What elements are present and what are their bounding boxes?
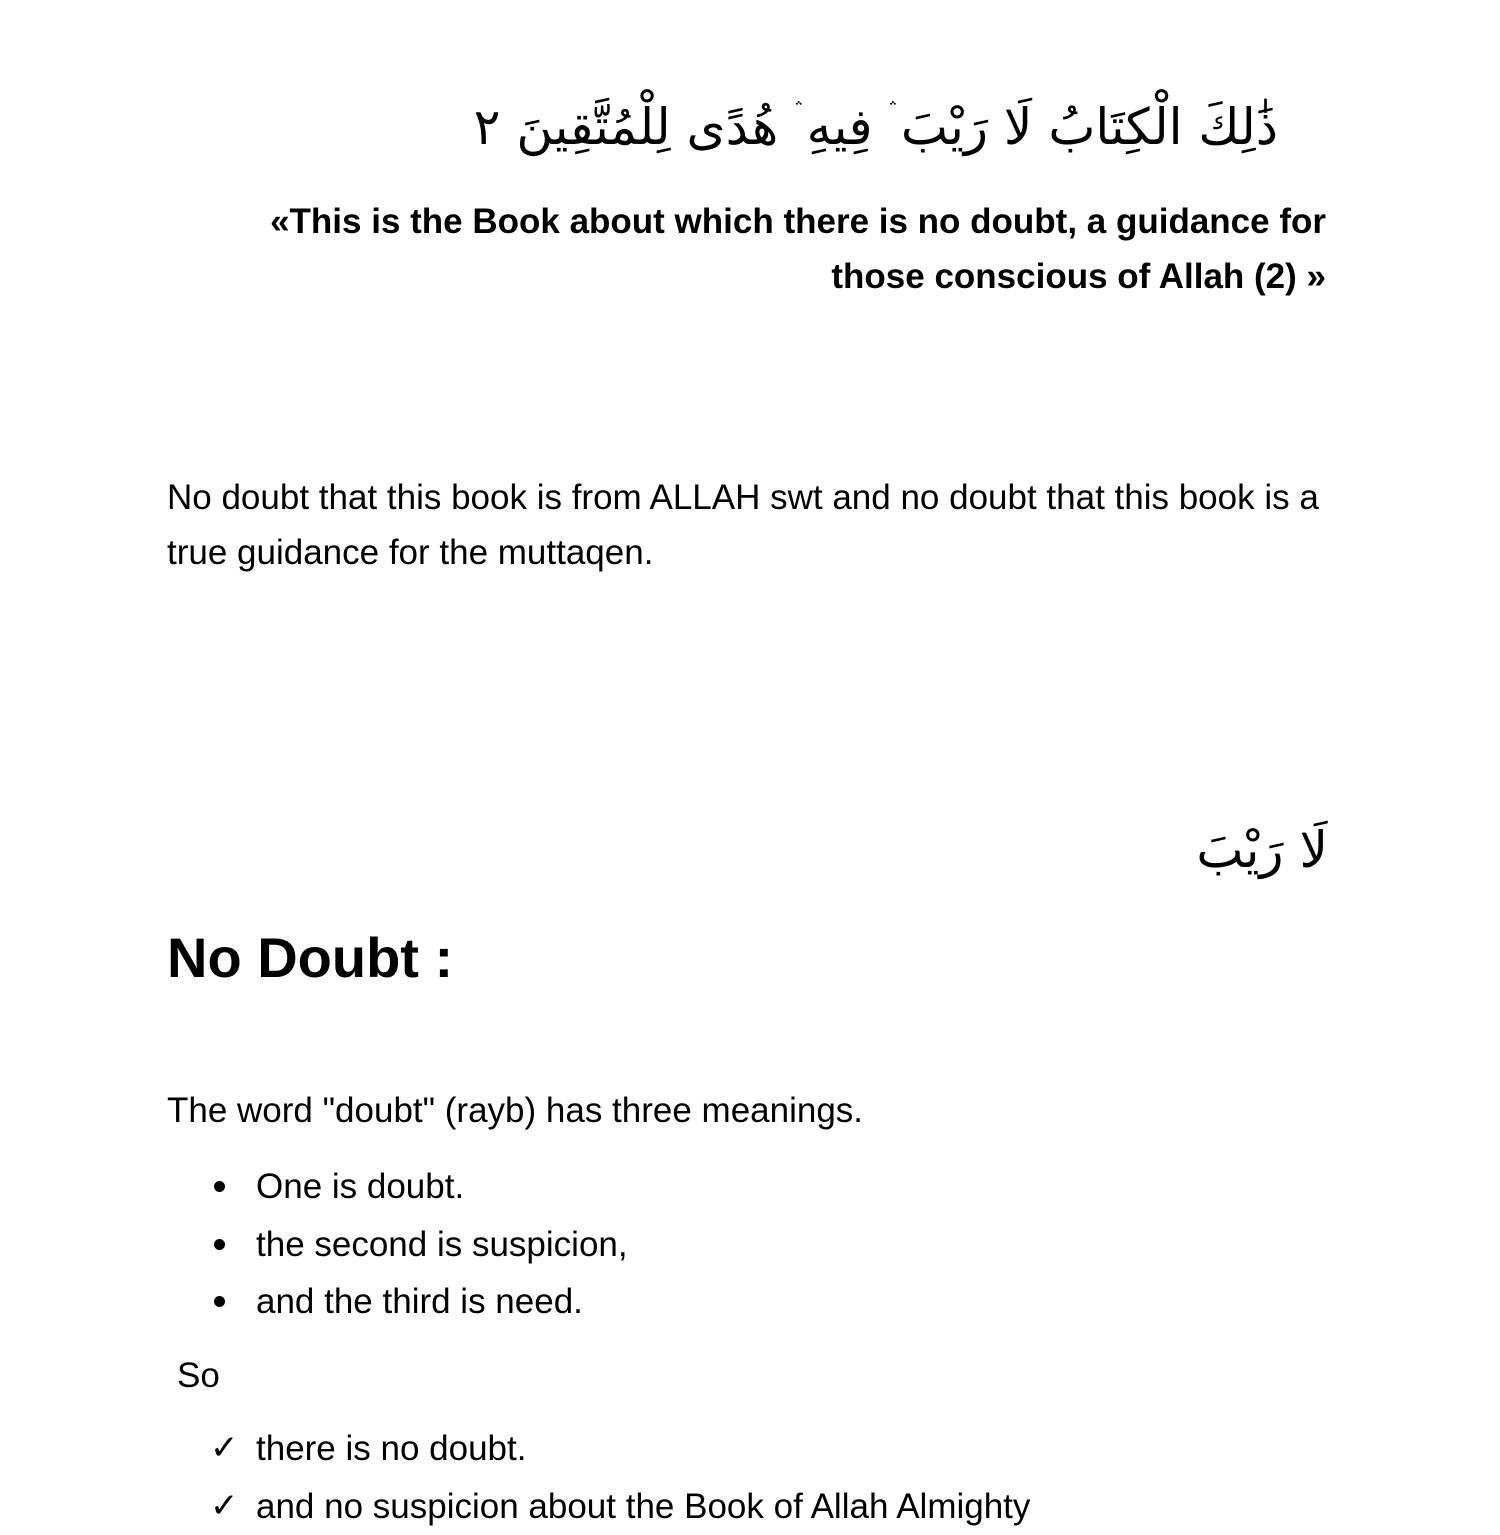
bullet-icon: [214, 1239, 225, 1250]
bullet-icon: [214, 1181, 225, 1192]
list-item-text: there is no doubt.: [256, 1420, 526, 1478]
list-item: [210, 1478, 1030, 1535]
meanings-intro: The word "doubt" (rayb) has three meanings.: [167, 1083, 863, 1138]
intro-paragraph: No doubt that this book is from ALLAH swt and no doubt that this book is a true guidance for the muttaqen.: [167, 470, 1327, 580]
list-item: [210, 1420, 1030, 1478]
list-item: [210, 1273, 628, 1331]
arabic-verse: ذَٰلِكَ الْكِتَابُ لَا رَيْبَ ۛ فِيهِ ۛ هُدًى لِلْمُتَّقِينَ ٢: [474, 92, 1278, 162]
list-item: [210, 1158, 628, 1216]
bullet-icon: [214, 1296, 225, 1307]
list-item-text: One is doubt.: [256, 1158, 464, 1216]
list-item-text: and the third is need.: [256, 1273, 583, 1331]
section-heading: No Doubt :: [167, 922, 453, 994]
list-item-text: the second is suspicion,: [256, 1216, 628, 1274]
conclusion-list: [210, 1420, 1030, 1535]
so-label: So: [177, 1348, 220, 1403]
checkmark-icon: ✓: [210, 1478, 256, 1535]
list-item-text: and no suspicion about the Book of Allah Almighty: [256, 1478, 1030, 1535]
list-item: [210, 1216, 628, 1274]
verse-translation: «This is the Book about which there is no doubt, a guidance for those conscious of Allah (2) »: [206, 194, 1326, 304]
checkmark-icon: ✓: [210, 1420, 256, 1478]
arabic-phrase: لَا رَيْبَ: [1196, 815, 1328, 885]
meanings-list: [210, 1158, 628, 1331]
